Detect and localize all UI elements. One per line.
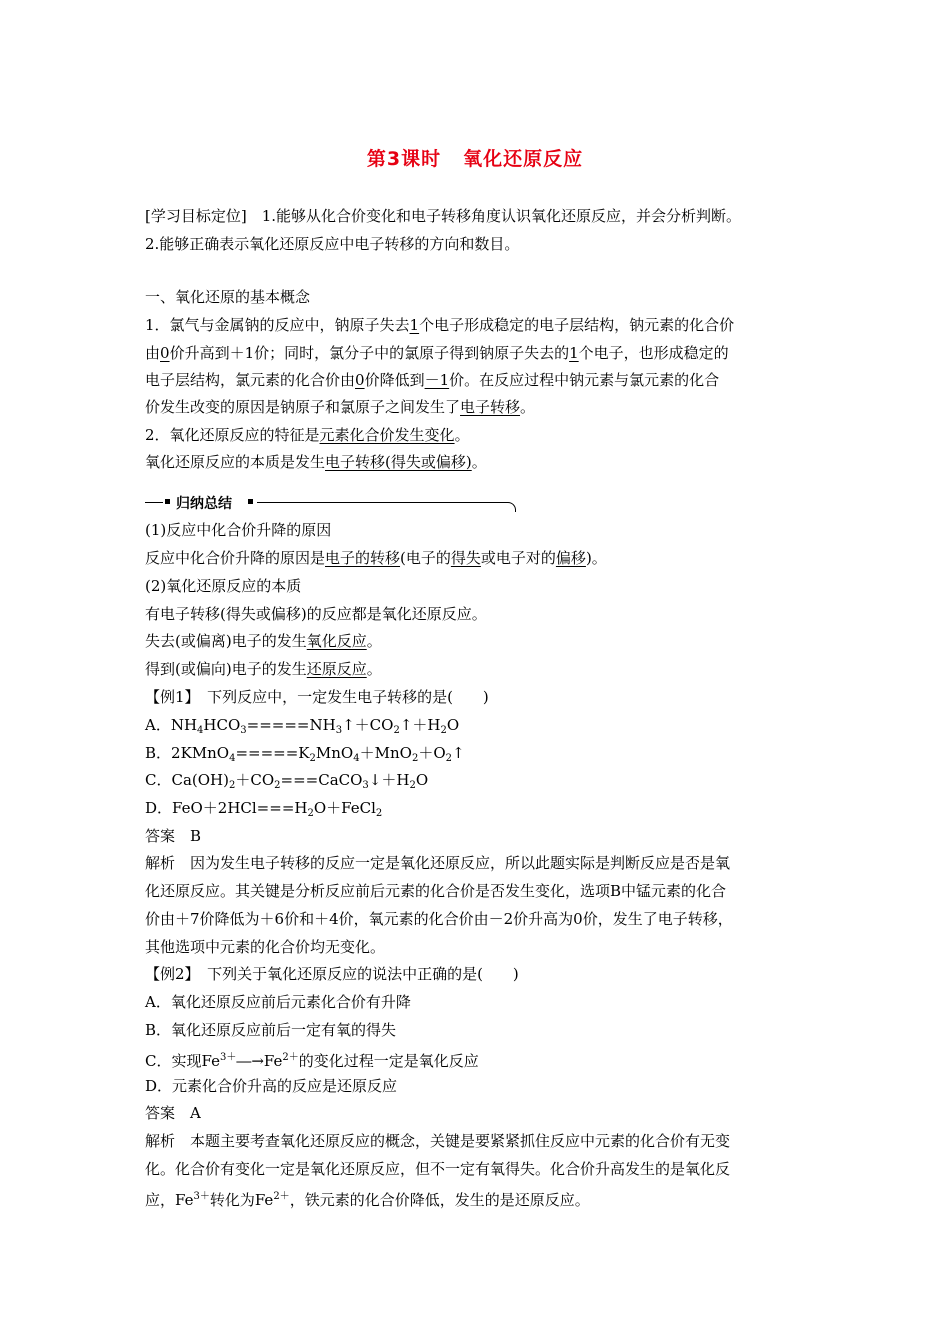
example-1-answer: 答案 B <box>145 827 202 845</box>
concept-paragraph-line: 由0价升高到＋1价；同时，氯分子中的氯原子得到钠原子失去的1个电子，也形成稳定的 <box>145 344 729 362</box>
example-2-option-a: A．氧化还原反应前后元素化合价有升降 <box>145 993 411 1011</box>
example-2-option-d: D．元素化合价升高的反应是还原反应 <box>145 1077 398 1095</box>
example-1-question: 【例1】 下列反应中，一定发生电子转移的是( ) <box>145 688 489 706</box>
feature-line: 2．氧化还原反应的特征是元素化合价发生变化。 <box>145 426 470 444</box>
example-2-option-b: B．氧化还原反应前后一定有氧的得失 <box>145 1021 397 1039</box>
summary-line: 失去(或偏离)电子的发生氧化反应。 <box>145 632 382 650</box>
example-1-analysis-line: 其他选项中元素的化合价均无变化。 <box>145 938 386 956</box>
example-2-analysis-line: 化。化合价有变化一定是氧化还原反应，但不一定有氧得失。化合价升高发生的是氧化反 <box>145 1160 731 1178</box>
summary-label: 归纳总结 <box>176 496 232 512</box>
example-2-analysis-line: 应，$Fe^{3+}$转化为$Fe^{2+}$，铁元素的化合价降低，发生的是还原反应。 <box>145 1191 590 1209</box>
example-1-analysis-line: 化还原反应。其关键是分析反应前后元素的化合价是否发生变化，选项B中锰元素的化合 <box>145 882 727 900</box>
summary-line: 反应中化合价升降的原因是电子的转移(电子的得失或电子对的偏移)。 <box>145 549 607 567</box>
summary-line: 有电子转移(得失或偏移)的反应都是氧化还原反应。 <box>145 605 487 623</box>
summary-box-header <box>145 494 525 512</box>
summary-line: 得到(或偏向)电子的发生还原反应。 <box>145 660 382 678</box>
page-title: 第3课时 氧化还原反应 <box>366 148 584 170</box>
example-2-answer: 答案 A <box>145 1104 201 1122</box>
concept-paragraph-line: 价发生改变的原因是钠原子和氯原子之间发生了电子转移。 <box>145 398 536 416</box>
section-heading: 一、氧化还原的基本概念 <box>145 288 311 306</box>
summary-line: (1)反应中化合价升降的原因 <box>145 521 332 539</box>
example-1-option-d: D．$FeO+2HCl===H_2O+FeCl_2$ <box>145 799 383 819</box>
example-1-option-b: B．$2KMnO_4=====K_2MnO_4+MnO_2+O_2↑$ <box>145 744 465 764</box>
learning-goal-line-2: 2.能够正确表示氧化还原反应中电子转移的方向和数目。 <box>145 235 520 253</box>
example-2-question: 【例2】 下列关于氧化还原反应的说法中正确的是( ) <box>145 965 519 983</box>
learning-goal-line-1: [学习目标定位] 1.能够从化合价变化和电子转移角度认识氧化还原反应，并会分析判断。 <box>145 207 742 225</box>
example-1-analysis-line: 解析 因为发生电子转移的反应一定是氧化还原反应，所以此题实际是判断反应是否是氧 <box>145 854 731 872</box>
example-2-analysis-line: 解析 本题主要考查氧化还原反应的概念，关键是要紧紧抓住反应中元素的化合价有无变 <box>145 1132 731 1150</box>
example-1-option-c: C．$Ca(OH)_2+CO_2===CaCO_3↓+H_2O$ <box>145 771 429 791</box>
summary-line: (2)氧化还原反应的本质 <box>145 577 302 595</box>
essence-line: 氧化还原反应的本质是发生电子转移(得失或偏移)。 <box>145 453 487 471</box>
concept-paragraph-line: 电子层结构，氯元素的化合价由0价降低到－1价。在反应过程中钠元素与氯元素的化合 <box>145 371 720 389</box>
example-1-analysis-line: 价由＋7价降低为＋6价和＋4价，氧元素的化合价由－2价升高为0价，发生了电子转移， <box>145 910 733 928</box>
example-2-option-c: C．实现$Fe^{3+}―\to Fe^{2+}$的变化过程一定是氧化反应 <box>145 1052 479 1070</box>
example-1-option-a: A．$NH_4HCO_3=====NH_3↑+CO_2↑+H_2O$ <box>145 716 460 736</box>
concept-paragraph-line: 1．氯气与金属钠的反应中，钠原子失去1个电子形成稳定的电子层结构，钠元素的化合价 <box>145 316 735 334</box>
